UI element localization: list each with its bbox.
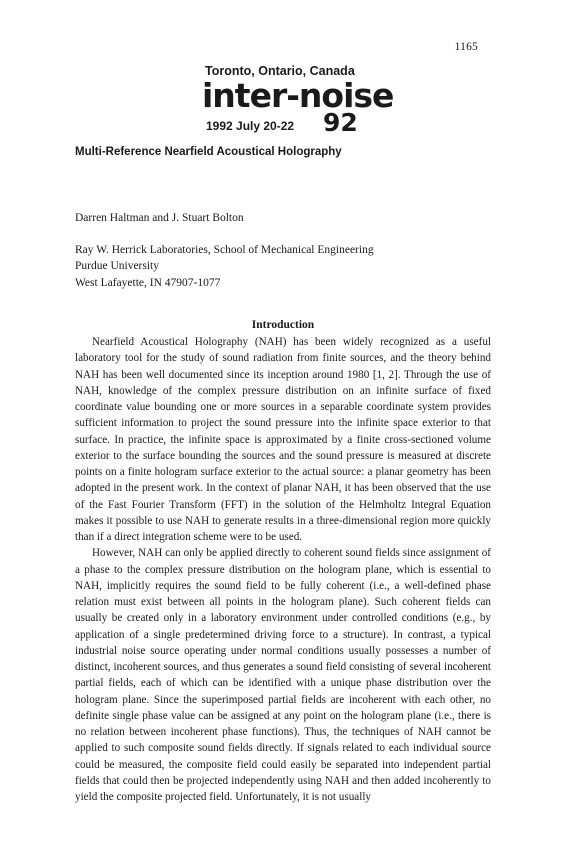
page-number: 1165 [454, 41, 478, 53]
conference-location: Toronto, Ontario, Canada [205, 64, 355, 78]
affiliation-line: Ray W. Herrick Laboratories, School of Mechanical Engineering [75, 244, 374, 256]
conference-date: 1992 July 20-22 [206, 119, 295, 133]
authors: Darren Haltman and J. Stuart Bolton [75, 212, 244, 224]
inter-noise-logo: inter-noise [202, 76, 394, 115]
paragraph: However, NAH can only be applied directly to coherent sound fields since assignment of a phase to the complex pressure distribution on the hologram plane, which is essential to NAH, implicitly requires the sound field to be fully coherent (i.e., a well-defined phase relation must exist between all points in the hologram plane). Such coherent fields can usually be created only in a laboratory environment under controlled conditions (e.g., by application of a single predetermined driving force to a structure). In contrast, a typical industrial noise source operating under normal conditions usually possesses a number of distinct, incoherent sources, and thus generates a sound field consisting of several incoherent partial fields, each of which can be identified with a unique phase distribution over the hologram plane. Since the superimposed partial fields are incoherent with each other, no definite single phase value can be assigned at any point on the hologram plane (i.e., there is no relation between incoherent phase functions). Thus, the techniques of NAH cannot be applied to such composite sound fields directly. If signals related to each individual source could be measured, the composite field could easily be separated into independent partial fields that could then be projected independently using NAH and then added incoherently to yield the composite projected field. Unfortunately, it is not usually [75, 547, 491, 803]
affiliation-line: West Lafayette, IN 47907-1077 [75, 276, 221, 289]
section-heading: Introduction [251, 319, 315, 331]
paragraph: Nearfield Acoustical Holography (NAH) has been widely recognized as a useful laboratory tool for the study of sound radiation from finite sources, and the theory behind NAH has been well documented since its inception around 1980 [1, 2]. Through the use of NAH, knowledge of the complex pressure distribution on an infinite surface of fixed coordinate value bounding one or more sources in a separable coordinate system provides sufficient information to project the sound pressure into the infinite space exterior to that surface. In practice, the infinite space is approximated by a finite cross-sectioned volume exterior to the surface bounding the sources and the sound pressure is measured at discrete points on a finite hologram surface exterior to the actual source: a planar geometry has been adopted in the present work. In the context of planar NAH, it has been observed that the use of the Fast Fourier Transform (FFT) in the solution of the Helmholtz Integral Equation makes it possible to use NAH to generate results in a three-dimensional region more quickly than if a direct integration scheme were to be used. [75, 336, 491, 543]
paper-title: Multi-Reference Nearfield Acoustical Holography [75, 146, 342, 158]
conference-year: 92 [323, 108, 358, 137]
affiliation-line: Purdue University [75, 260, 160, 273]
body-text [75, 334, 491, 805]
affiliation [75, 242, 374, 291]
